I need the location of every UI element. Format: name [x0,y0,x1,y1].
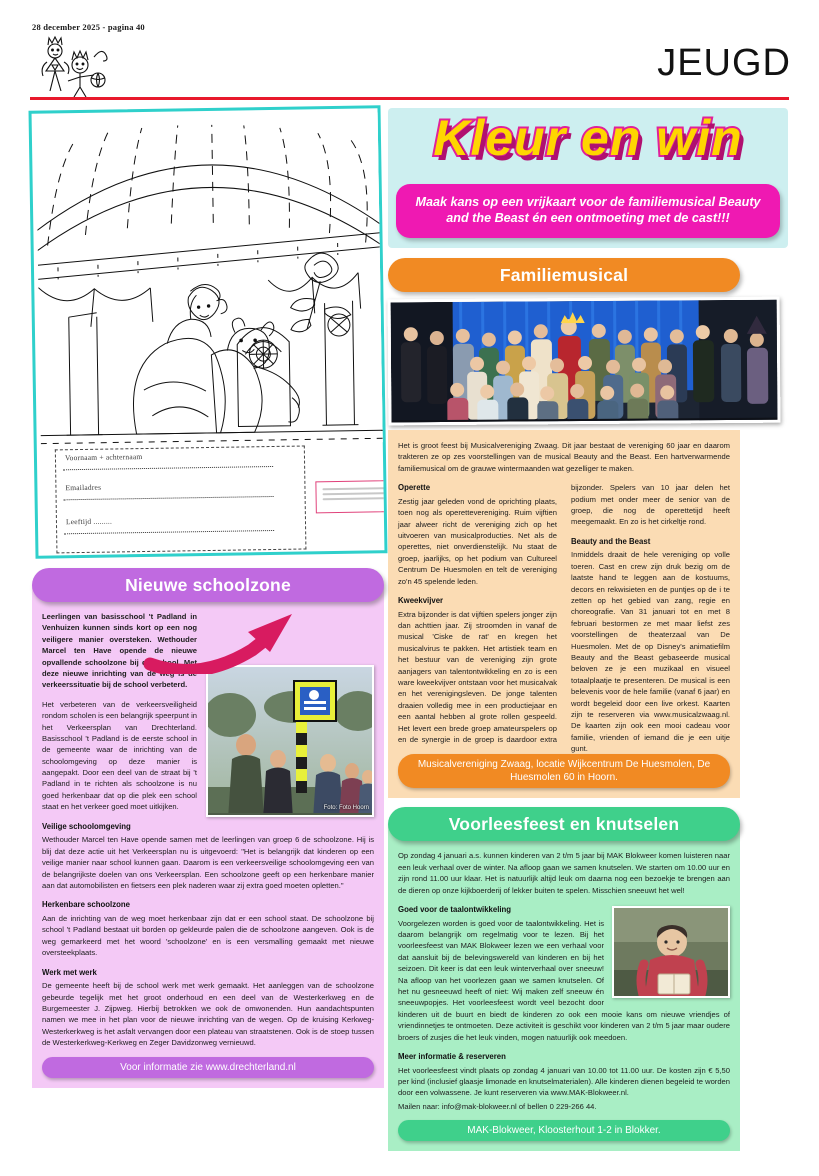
note-text-line [323,491,388,495]
schoolzone-footer-band[interactable]: Voor informatie zie www.drechterland.nl [42,1057,374,1078]
voorleesfeest-band: Voorleesfeest en knutselen [388,807,740,841]
voorlees-footer-band[interactable]: MAK-Blokweer, Kloosterhout 1-2 in Blokker. [398,1120,730,1141]
familiemusical-band: Familiemusical [388,258,740,292]
schoolzone-intro: Leerlingen van basisschool 't Padland in Venhuizen kunnen sinds kort op een nog veiligere manier oversteken. Wethouder Marcel ten Have opende de nieuwe opvallende schoolzone bij de school. Met deze nieuwe inrichting van de weg is de verkeerssituatie bij de school verbeterd. [42,612,197,690]
musical-subhead-3: Beauty and the Beast [571,536,651,546]
musical-subhead-2: Kweekvijver [398,595,444,605]
kids-drawing-logo [28,33,114,101]
voorlees-intro: Op zondag 4 januari a.s. kunnen kinderen van 2 t/m 5 jaar bij MAK Blokweer komen luisteren naar een leuk verhaal over de winter. Na afloop gaan we samen knutselen. We starten om 10.00 uur en zijn rond 11.00 uur klaar. Het is natuurlijk altijd leuk om daarna nog een bezoekje te brengen aan de dieren op onze kijkboerderij of lekker buiten te spelen. Misschien sneeuwt het wel! [398,851,730,895]
schoolzone-subbody-2: Aan de inrichting van de weg moet herkenbaar zijn dat er een school staat. De schoolzone bij school 't Padland bestaat uit borden op gekleurde palen die de schoolzone aangeven. Ook is de weg gemarkeerd met het woord 'schoolzone' en is een versmalling gemaakt met nieuwe oversteekplaats. [42,913,374,958]
entry-form-zone [43,440,385,557]
header-divider [30,97,789,100]
page-header [0,0,819,105]
voorlees-subhead-1: Goed voor de taalontwikkeling [398,905,512,915]
voorlees-subbody-1: Voorgelezen worden is goed voor de taalontwikkeling. Het is daarom belangrijk om regelmatig voor te lezen. Bij het voorleesfeest van MAK Blokweer lezen we een verhaal voor dat aansluit bij de belevingswereld van kinderen en bij het seizoen. Dit keer is dat een leuk winterverhaal over sneeuw! Na afloop van het voorlezen gaan we samen knutselen. Of het nu gesneeuwd heeft of niet: Wij maken zelf sneeuw én sneeuwpopjes. Het voorleesfeest wordt veel bezocht door kinderen uit de buurt en biedt de kinderen zo ook een mooie kans om nieuwe vriendjes of vriendinnetjes te ontmoeten. Deze activiteit is geschikt voor kinderen van 2 t/m 5 jaar maar oudere broers of zusjes die het leuk vinden, mogen natuurlijk ook meedoen. [398,918,730,1042]
form-label-name: Voornaam + achternaam [64,452,143,463]
musical-subbody-3: Inmiddels draait de hele vereniging op volle toeren. Cast en crew zijn druk bezig om de laatste hand te leggen aan de kostuums, decors en rekwisieten en de puntjes op de i te zetten op het gebied van zang, regie en choreografie. Van 31 januari tot en met 8 februari bestormen ze met maar liefst zes voorstellingen de theaterzaal van De Huesmolen. Met de op Disney's animatiefilm Beauty and the Beast gebaseerde musical beloven ze je een muzikaal en visueel totaalplaatje te presenteren. De musical is een belevenis voor de hele familie (vanaf 6 jaar) en wordt begeleid door een live orkest. Kaarten zijn te reserveren via www.musicalzwaag.nl. De kaarten zijn ook een mooi cadeau voor familie, vrienden of iemand die je een uitje gunt. [571,550,730,754]
musical-footer-band[interactable]: Musicalvereniging Zwaag, locatie Wijkcentrum De Huesmolen, De Huesmolen 60 in Hoorn. [398,754,730,788]
schoolzone-subhead-1: Veilige schoolomgeving [42,821,131,831]
submission-note-box [315,479,387,513]
musical-cast-group-photo [388,297,781,426]
note-text-line [322,486,387,490]
left-column [32,108,384,1088]
musical-subhead-1: Operette [398,483,431,493]
curved-arrow-to-note-icon [142,606,342,674]
note-text-line [323,497,388,501]
page-title: JEUGD [657,42,791,84]
voorleesfeest-section [388,807,740,1151]
kleur-en-win-title: Kleur en win [433,110,743,166]
schoolzone-subbody-1: Wethouder Marcel ten Have opende samen met de leerlingen van groep 6 de schoolzone. Hij is blij dat deze actie uit het Verkeersplan nu is uitgevoerd: "Het is belangrijk dat kinderen op een veilige manier naar school kunnen gaan. Daarom is een verkeersveilige schoolomgeving een van de belangrijkste doelen van ons Verkeersplan. Een schoolzone geeft op een herkenbare manier aan dat automobilisten en fietsers een plek naderen waar zij extra goed moeten opletten." [42,835,374,890]
schoolzone-subhead-2: Herkenbare schoolzone [42,900,130,910]
form-label-email: Emailadres [65,482,102,493]
musical-subbody-1: Zestig jaar geleden vond de oprichting plaats, toen nog als operettevereniging. Ruim vijftien jaar alweer richt de vereniging zich op het uitvoeren van musicalproducties. Net als de operettes, niet onverdienstelijk. Nu staat de groep, jaarlijks, op het podium van Cultureel Centrum De Huesmolen en telt de vereniging zo'n 45 spelende leden. [398,496,557,586]
familiemusical-body [388,430,740,798]
schoolzone-group-photo [206,665,374,817]
schoolzone-subhead-3: Werk met werk [42,967,97,977]
coloring-page-card [29,105,388,558]
schoolzone-band: Nieuwe schoolzone [32,568,384,602]
familiemusical-section [388,258,740,798]
photo-credit: Foto: Foto Hoorn [323,805,369,811]
musical-intro: Het is groot feest bij Musicalvereniging Zwaag. Dit jaar bestaat de vereniging 60 jaar en daarom trakteren ze op zes voorstellingen van de musical Beauty and the Beast. Een hartverwarmende familiemusical om de grauwe wintermaanden wat gezelliger te maken. [398,441,730,473]
musical-subbody-2: Extra bijzonder is dat vijftien spelers jonger zijn dan achttien jaar. Zij stroomden in vanaf de musical 'Ciske de rat' en kregen het musicalvirus te pakken. Het artistiek team en het bestuur van de vereniging zijn grote aanjagers van talentontwikkeling en zo is een ware kweekvijver ontstaan voor het musicalvak en het verenigingsleven. De jonge talenten draaien volledig mee in een productiejaar en een aantal hebben al grote rollen gespeeld. Het levert een brede groep amateurspelers op en de synergie in de groep is daardoor extra bijzonder. Spelers van 10 jaar delen het podium met onder meer de senior van de groep, die nog de operettetijd heeft meegemaakt. En zo is het cirkeltje rond. [398,483,730,744]
voorlees-subbody-2b: Mailen naar: info@mak-blokweer.nl of bellen 0 229-266 44. [398,1101,597,1111]
right-column [388,108,788,1151]
schoolzone-paragraph-1: Het verbeteren van de verkeersveiligheid rondom scholen is een belangrijk speerpunt in het Verkeersplan van Drechterland. Basisschool 't Padland is de eerste school in de gemeente waar de inrichting van de schoolomgeving op deze manier is aangepakt. Door een deel van de straat bij 't Padland in te richten als schoolzone is nu goed herkenbaar dat op die plek een school staat en het verkeer goed moet uitkijken. [42,699,197,812]
voorlees-child-photo [612,906,730,998]
kleur-en-win-subtitle: Maak kans op een vrijkaart voor de familiemusical Beauty and the Beast én een ontmoeting met de cast!!! [396,184,780,238]
voorleesfeest-body [388,824,740,1151]
voorlees-subbody-2: Het voorleesfeest vindt plaats op zondag 4 januari van 10.00 tot 11.00 uur. De kosten zijn € 5,50 per kind (inclusief glaasje limonade en knutselmaterialen). Alle kinderen dienen begeleid te worden door een volwassene. Je kunt reserveren via www.MAK-Blokweer.nl. [398,1065,730,1098]
voorlees-subhead-2: Meer informatie & reserveren [398,1052,506,1061]
beauty-and-the-beast-line-art [36,112,385,447]
dateline: 28 december 2025 - pagina 40 [32,22,145,32]
kleur-en-win-hero [388,108,788,248]
schoolzone-subbody-3: De gemeente heeft bij de school werk met werk gemaakt. Het aanleggen van de schoolzone gebeurde tegelijk met het groot onderhoud en een deel van de Westerkerkweg en de Burgemeester J. Zijpweg. Hierbij betrokken we ook de omwonenden. Hun aandachtspunten namen we mee in het plan voor de nieuwe inrichting van de wegen. Op de kruising Kerkweg-Westerkerkweg is het asfalt vervangen door een plateau van straatstenen. Ook is de stoep tussen de Westerkerkweg-Kerkweg en Zeger Davidzonweg vernieuwd. [42,981,374,1048]
form-label-age: Leeftijd ......... [65,516,113,527]
